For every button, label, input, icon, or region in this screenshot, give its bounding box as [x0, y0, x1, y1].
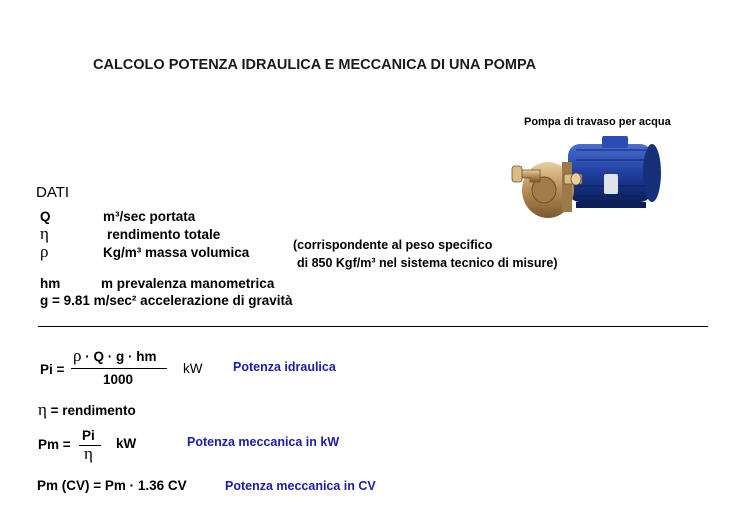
- data-row-rho: [40, 242, 48, 262]
- symbol-eta: η: [40, 224, 49, 243]
- pi-lhs: Pi =: [40, 362, 65, 377]
- note-line-2: di 850 Kgf/m³ nel sistema tecnico di misure): [297, 256, 558, 270]
- pm-unit: kW: [116, 436, 137, 451]
- pi-label: Potenza idraulica: [233, 360, 336, 374]
- data-row-eta: [40, 224, 49, 244]
- nameplate: [604, 174, 618, 194]
- pm-label: Potenza meccanica in kW: [187, 435, 340, 449]
- pmcv-expression: Pm (CV) = Pm · 1.36 CV: [37, 478, 187, 493]
- terminal-box: [602, 136, 628, 148]
- eta-symbol: η: [38, 400, 47, 419]
- pi-numerator-rho: ρ: [73, 346, 82, 365]
- desc-rho: Kg/m³ massa volumica: [103, 245, 250, 260]
- symbol-rho: ρ: [40, 242, 49, 261]
- note-line-1: (corrispondente al peso specifico: [293, 238, 493, 252]
- eta-text: = rendimento: [46, 403, 136, 418]
- desc-eta: rendimento totale: [107, 227, 221, 242]
- page-title: CALCOLO POTENZA IDRAULICA E MECCANICA DI UNA POMPA: [93, 57, 537, 73]
- section-title-dati: DATI: [36, 184, 70, 201]
- divider: [38, 326, 708, 327]
- desc-q: m³/sec portata: [103, 209, 196, 224]
- symbol-q: Q: [40, 209, 51, 224]
- pi-denominator: 1000: [103, 372, 134, 387]
- pump-caption: Pompa di travaso per acqua: [524, 116, 671, 128]
- pump-illustration: [506, 130, 666, 230]
- pmcv-label: Potenza meccanica in CV: [225, 479, 376, 493]
- pi-unit: kW: [183, 361, 203, 376]
- pm-denominator: η: [84, 444, 93, 463]
- eta-definition: [38, 400, 136, 420]
- gravity-line: g = 9.81 m/sec² accelerazione di gravità: [40, 293, 293, 308]
- desc-hm: m prevalenza manometrica: [101, 276, 275, 291]
- data-row-hm: hm: [40, 276, 61, 291]
- pm-numerator: Pi: [82, 428, 95, 443]
- pi-fraction-bar: [71, 368, 167, 369]
- pm-lhs: Pm =: [38, 437, 71, 452]
- data-row-q: [40, 209, 51, 224]
- pi-numerator-rest: · Q · g · hm: [81, 349, 157, 364]
- pi-numerator: [73, 346, 156, 366]
- motor-end-cap: [643, 144, 661, 202]
